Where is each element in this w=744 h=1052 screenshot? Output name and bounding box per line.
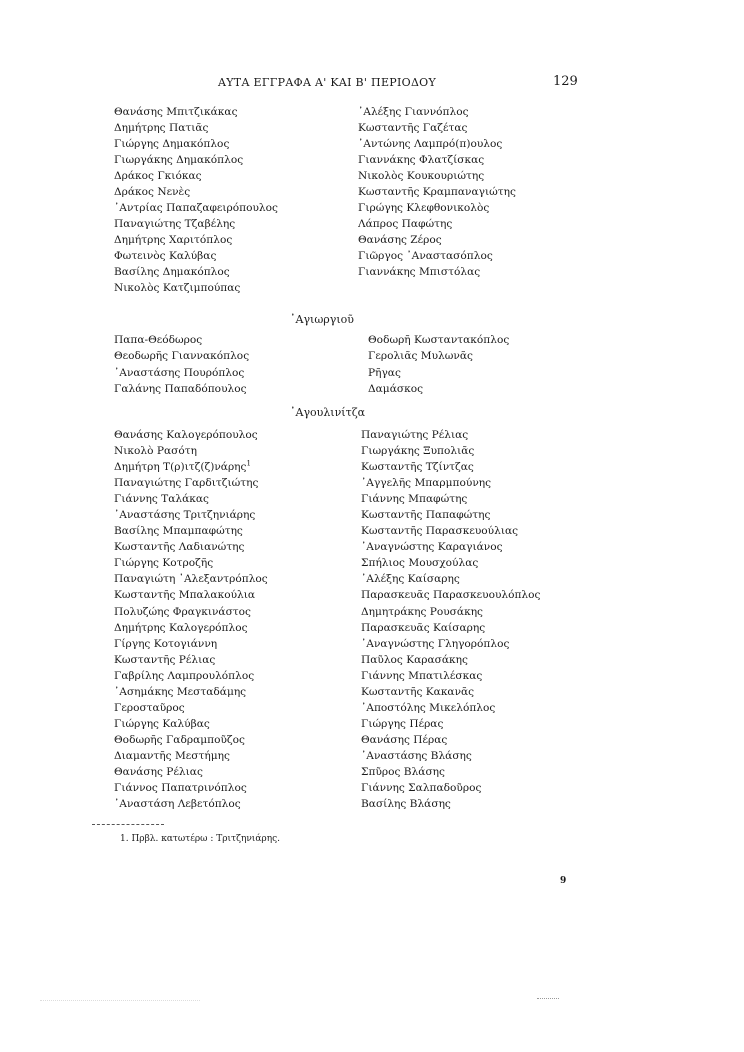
signature-mark: 9 (560, 876, 567, 886)
name-entry: Γιώργης Κοτροζῆς (114, 557, 214, 570)
name-entry: Βασίλης Βλάσης (361, 798, 451, 811)
name-entry: Θανάσης Ζέρος (358, 234, 442, 246)
name-entry: ᾿Αναστάση Λεβετόπλος (114, 798, 241, 811)
name-entry: Δημητράκης Ρουσάκης (361, 605, 483, 618)
name-entry: Δημήτρης Καλογερόπλος (114, 621, 248, 634)
name-entry: ᾿Αναστάσης Τριτζηνιάρης (114, 509, 256, 522)
section-heading-text: ᾿Αγιωργιοῦ (290, 313, 354, 326)
name-entry: Δράκος Γκιόκας (114, 170, 202, 182)
bottom-dotted-mark (537, 998, 559, 999)
name-entry: Γιῶργος ᾿Αναστασόπλος (358, 250, 493, 262)
name-entry: Θανάσης Πέρας (361, 733, 448, 746)
name-entry: Κωσταντῆς Κακανᾶς (361, 685, 475, 698)
section1-right-column (358, 104, 516, 280)
name-entry: Θανάσης Μπιτζικάκας (114, 106, 238, 118)
name-entry: Γιάννης Μπατιλέσκας (361, 669, 483, 682)
name-entry: Θεοδωρῆς Γιαννακόπλος (114, 350, 250, 363)
name-entry: Θανάσης Ρέλιας (114, 765, 203, 778)
section2-right-column (368, 332, 509, 397)
name-entry: Δράκος Νενὲς (114, 186, 191, 198)
name-entry: Κωσταντῆς Τζίντζας (361, 461, 474, 474)
name-entry: Γιάννης Σαλπαδοῦρος (361, 782, 482, 795)
name-entry: Γαλάνης Παπαδόπουλος (114, 382, 247, 395)
name-entry: Γιώργης Δημακόπλος (114, 138, 230, 150)
name-entry: Κωσταντῆς Γαζέτας (358, 122, 468, 134)
name-entry: Νικολὸς Κατζιμπούπας (114, 282, 241, 294)
name-entry: Γεροσταῦρος (114, 701, 185, 714)
name-entry: Κωσταντῆς Κραμπαναγιώτης (358, 186, 516, 198)
name-entry: ᾿Αγγελῆς Μπαρμπούνης (361, 477, 492, 490)
name-entry: ᾿Αντώνης Λαμπρό(π)ουλος (358, 138, 503, 150)
name-entry: Παναγιώτης Τζαβέλης (114, 218, 236, 230)
name-entry: Δημήτρης Χαριτόπλος (114, 234, 233, 246)
name-entry: Σπῦρος Βλάσης (361, 765, 445, 778)
name-entry: ᾿Αναστάσης Βλάσης (361, 749, 472, 762)
name-entry: Παρασκευᾶς Καίσαρης (361, 621, 486, 634)
name-entry: Παρασκευᾶς Παρασκευουλόπλος (361, 589, 541, 602)
section3-left-column (114, 427, 268, 812)
name-entry: Κωσταντῆς Παρασκευούλιας (361, 525, 519, 538)
page-number: 129 (553, 74, 578, 89)
name-entry: Παναγιώτη ᾿Αλεξαντρόπλος (114, 573, 268, 586)
name-entry: ᾿Αναγνώστης Γληγορόπλος (361, 637, 510, 650)
name-entry: Γιάννης Μπαφώτης (361, 493, 468, 506)
name-entry: Παναγιώτης Ρέλιας (361, 429, 469, 441)
name-entry: ᾿Αναγνώστης Καραγιάνος (361, 541, 503, 554)
name-entry: Γιώργης Καλύβας (114, 717, 210, 730)
name-entry: Γιώργης Πέρας (361, 717, 444, 730)
footnote-divider (92, 824, 164, 825)
name-entry: Γιρώγης Κλεφθονικολὸς (358, 202, 490, 214)
name-entry: Γιωργάκης Ξυπολιᾶς (361, 445, 475, 458)
name-entry: Λάπρος Παφώτης (358, 218, 453, 230)
section3-right-column (361, 427, 540, 812)
name-entry: Γερολιᾶς Μυλωνᾶς (368, 350, 473, 363)
name-entry: Γιαννάκης Μπιστόλας (358, 266, 481, 278)
name-entry: Ρῆγας (368, 366, 401, 379)
name-entry: Γαβρίλης Λαμπρουλόπλος (114, 669, 255, 682)
name-entry: Γιάννης Ταλάκας (114, 493, 209, 506)
name-entry: Δημήτρη Τ(ρ)ιτζ(ζ)νάρης$^1$ (114, 459, 251, 474)
footnote-reference: 1 (246, 459, 251, 468)
name-entry: Γιωργάκης Δημακόπλος (114, 154, 244, 166)
footnote: 1. Πρβλ. κατωτέρω : Τριτζηνιάρης. (120, 834, 280, 844)
section1-left-column (114, 104, 278, 296)
name-entry: Βασίλης Δημακόπλος (114, 266, 230, 278)
name-entry: Γίργης Κοτογιάννη (114, 637, 218, 650)
name-entry: ᾿Αλέξης Καίσαρης (361, 573, 460, 586)
name-entry: Παναγιώτης Γαρδιτζιώτης (114, 477, 259, 490)
name-entry: Σπήλιος Μουσχούλας (361, 557, 479, 570)
running-title: ΑΥΤΑ ΕΓΓΡΑΦΑ Α' ΚΑΙ Β' ΠΕΡΙΟΔΟΥ (218, 76, 437, 89)
name-entry: Βασίλης Μπαμπαφώτης (114, 525, 243, 538)
name-entry: Παπα-Θεόδωρος (114, 334, 203, 346)
running-header (0, 76, 744, 92)
name-entry: Διαμαντῆς Μεστήμης (114, 749, 230, 762)
name-entry: Κωσταντῆς Παπαφώτης (361, 509, 491, 522)
name-entry: Θοδωρῆ Κωσταντακόπλος (368, 334, 510, 346)
name-entry: Κωσταντῆς Ρέλιας (114, 653, 216, 666)
name-entry: Δαμάσκος (368, 382, 424, 395)
name-entry: Δημήτρης Πατιᾶς (114, 122, 209, 134)
section-heading-text: ᾿Αγουλινίτζα (290, 406, 366, 419)
name-entry: ᾿Ασημάκης Μεσταδάμης (114, 685, 247, 698)
name-entry: Γιαννάκης Φλατζίσκας (358, 154, 485, 166)
name-entry: ᾿Αποστόλης Μικελόπλος (361, 701, 496, 714)
name-entry: Νικολὸς Κουκουριώτης (358, 170, 485, 182)
name-entry: ᾿Αλέξης Γιαννόπλος (358, 106, 469, 118)
faint-scan-mark (40, 1000, 200, 1001)
name-entry: Παῦλος Καρασάκης (361, 653, 468, 666)
name-entry: Νικολὸ Ρασότη (114, 445, 197, 458)
name-entry: Φωτεινὸς Καλύβας (114, 250, 217, 262)
name-entry: ᾿Αντρίας Παπαζαφειρόπουλος (114, 202, 278, 214)
name-entry: Γιάννος Παπατρινόπλος (114, 782, 247, 795)
name-entry: Κωσταντῆς Μπαλακούλια (114, 589, 256, 602)
name-entry: Πολυζώης Φραγκινάστος (114, 605, 251, 618)
name-entry: Θανάσης Καλογερόπουλος (114, 429, 258, 441)
name-entry: ᾿Αναστάσης Πουρόπλος (114, 366, 245, 379)
section2-left-column (114, 332, 249, 397)
name-entry: Κωσταντῆς Λαδιανώτης (114, 541, 245, 554)
name-entry: Θοδωρῆς Γαδραμποῦζος (114, 733, 245, 746)
